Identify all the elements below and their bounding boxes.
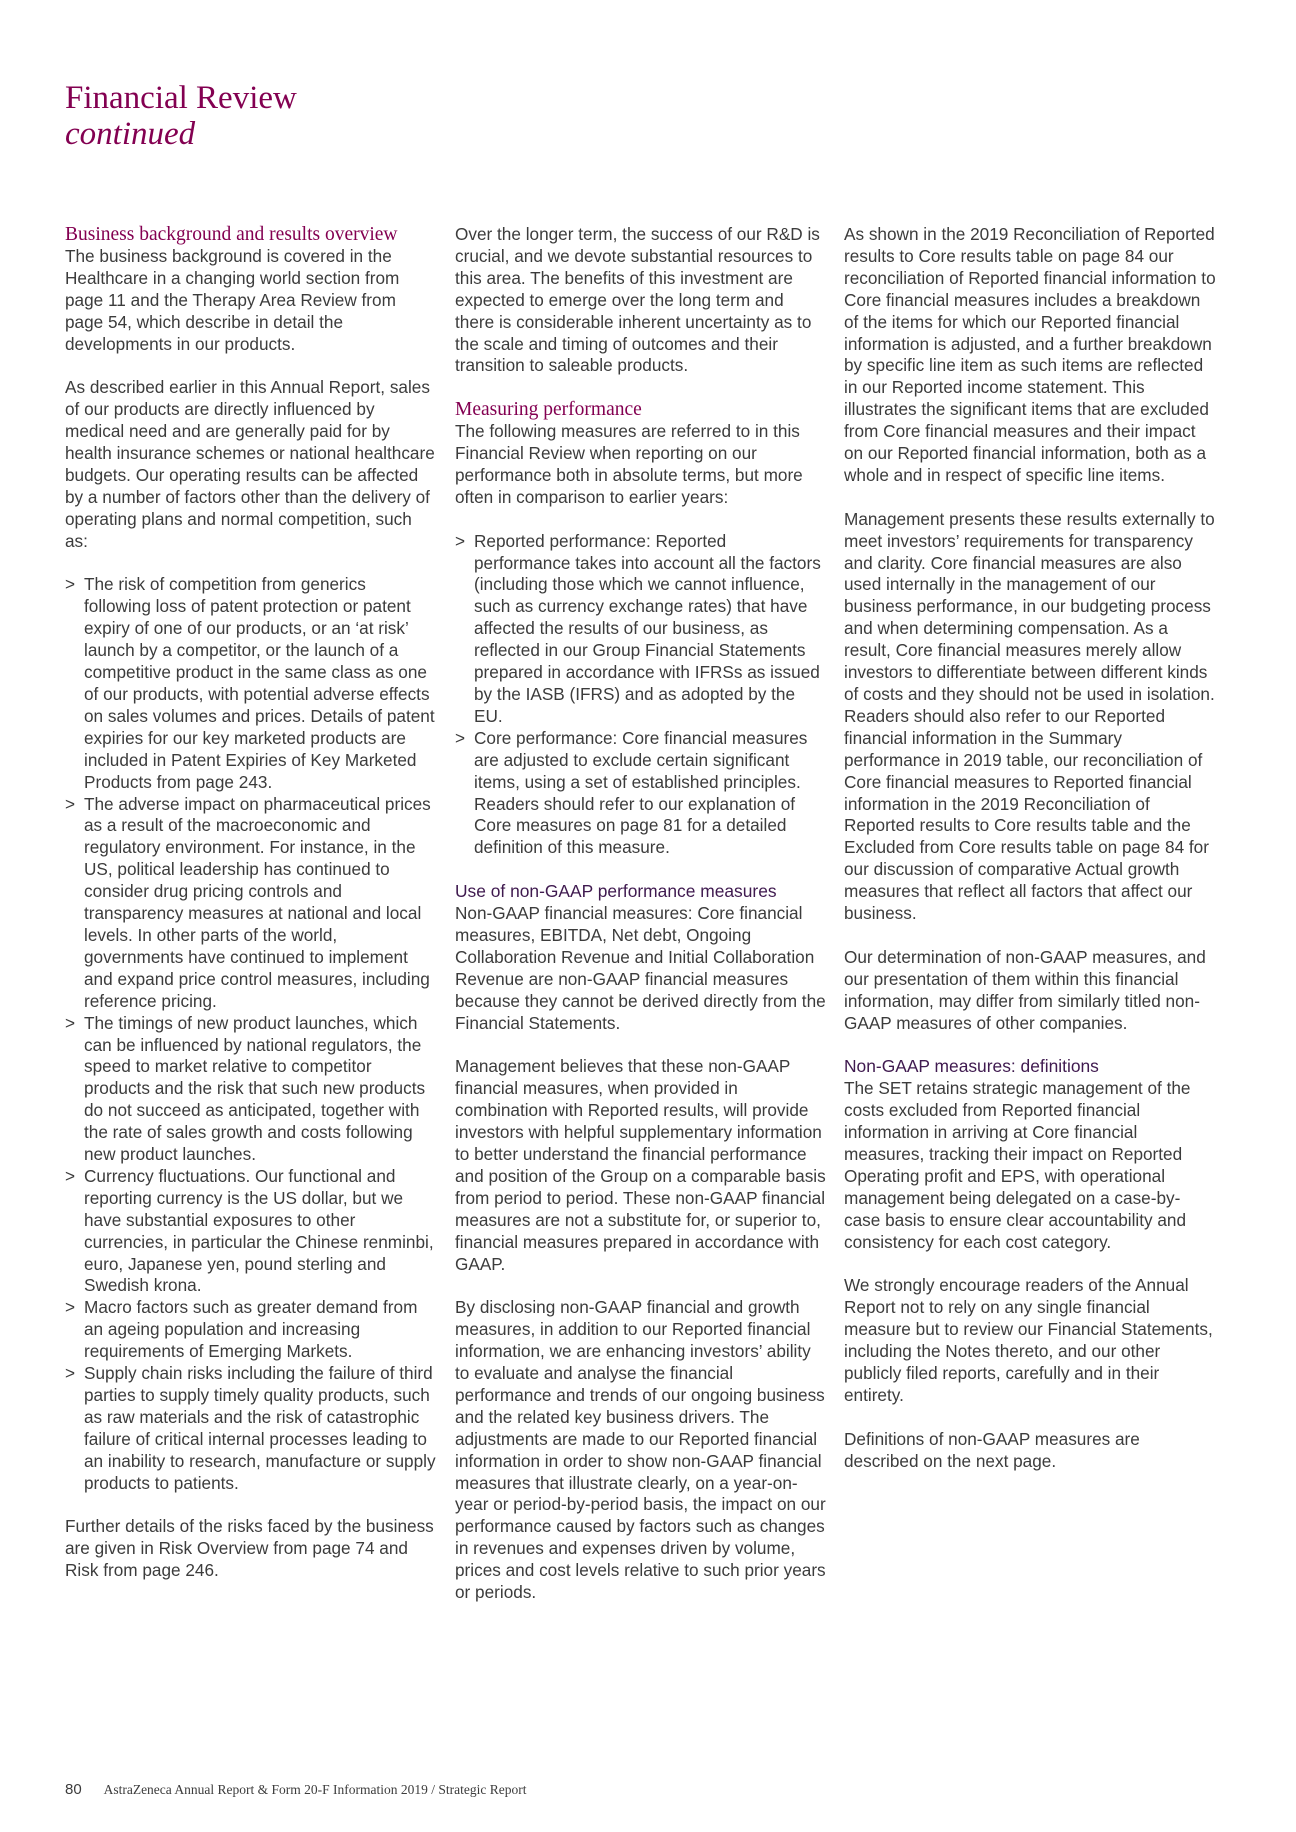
section-heading-non-gaap-definitions: Non-GAAP measures: definitions [844, 1056, 1099, 1077]
performance-measures-list [455, 531, 827, 860]
paragraph: Over the longer term, the success of our R&D is crucial, and we devote substantial resources to this area. The benefits of this investment are expected to emerge over the long term and there is considerable inherent uncertainty as to the scale and timing of outcomes and their transition to saleable products. [455, 224, 820, 376]
paragraph: The SET retains strategic management of the costs excluded from Reported financial information in arriving at Core financial measures, tracking their impact on Reported Operating profit and EPS, with operational management being delegated on a case-by-case basis to ensure clear accountability and consistency for each cost category. [844, 1078, 1191, 1252]
paragraph: We strongly encourage readers of the Annual Report not to rely on any single financial measure but to review our Financial Statements, including the Notes thereto, and our other publicly filed reports, carefully and in their entirety. [844, 1275, 1213, 1405]
page-subtitle: continued [65, 116, 196, 152]
section-heading-non-gaap-use: Use of non-GAAP performance measures [455, 881, 777, 902]
bullet-marker: > [65, 574, 76, 595]
bullet-marker: > [455, 727, 466, 748]
risk-factors-list [65, 574, 437, 1494]
section-heading-business-background: Business background and results overview [65, 224, 398, 245]
paragraph: As shown in the 2019 Reconciliation of Reported results to Core results table on page 84 our reconciliation of Reported financial information to Core financial measures includes a breakdown of the items for which our Reported financial information is adjusted, and a further breakdown by specific line item as such items are reflected in our Reported income statement. This illustrates the significant items that are excluded from Core financial measures and their impact on our Reported financial information, both as a whole and in respect of specific line items. [844, 224, 1216, 485]
bullet-marker: > [455, 530, 466, 551]
bullet-marker: > [65, 1363, 76, 1384]
page-number: 80 [65, 1781, 82, 1798]
list-item: > The timings of new product launches, which can be influenced by national regulators, the speed to market relative to competitor products and the risk that such new products do not succeed as anticipated, together with the rate of sales growth and costs following new product launches. [65, 1012, 426, 1165]
bullet-marker: > [65, 1165, 76, 1186]
bullet-marker: > [65, 1012, 76, 1033]
paragraph: Further details of the risks faced by the business are given in Risk Overview from page 74 and Risk from page 246. [65, 1516, 434, 1581]
paragraph: Definitions of non-GAAP measures are described on the next page. [844, 1428, 1140, 1471]
paragraph: As described earlier in this Annual Report, sales of our products are directly influenced by medical need and are generally paid for by health insurance schemes or national healthcare budgets. Our operating results can be affected by a number of factors other than the delivery of operating plans and normal competition, such as: [65, 377, 435, 551]
footer-text: AstraZeneca Annual Report & Form 20-F Information 2019 / Strategic Report [103, 1782, 527, 1797]
column-3 [844, 224, 1216, 1494]
page-header [65, 80, 297, 152]
paragraph: Management believes that these non-GAAP financial measures, when provided in combination with Reported results, will provide investors with helpful supplementary information to better understand the financial performance and position of the Group on a comparable basis from period to period. These non-GAAP financial measures are not a substitute for, or superior to, financial measures prepared in accordance with GAAP. [455, 1056, 826, 1274]
bullet-marker: > [65, 793, 76, 814]
bullet-marker: > [65, 1297, 76, 1318]
page-title: Financial Review [65, 80, 297, 116]
page-footer [65, 1781, 527, 1798]
list-item: > Core performance: Core financial measures are adjusted to exclude certain significant items, using a set of established principles. Readers should refer to our explanation of Core measures on page 81 for a detailed definition of this measure. [455, 727, 808, 858]
column-2 [455, 224, 827, 1626]
paragraph: Our determination of non-GAAP measures, and our presentation of them within this financial information, may differ from similarly titled non-GAAP measures of other companies. [844, 946, 1206, 1033]
column-1 [65, 224, 437, 1604]
list-item: > Macro factors such as greater demand from an ageing population and increasing requirements of Emerging Markets. [65, 1297, 418, 1362]
list-item: > Supply chain risks including the failure of third parties to supply timely quality products, such as raw materials and the risk of catastrophic failure of critical internal processes leading to an inability to research, manufacture or supply products to patients. [65, 1363, 436, 1493]
list-item: > Currency fluctuations. Our functional and reporting currency is the US dollar, but we have substantial exposures to other currencies, in particular the Chinese renminbi, euro, Japanese yen, pound sterling and Swedish krona. [65, 1165, 434, 1296]
list-item: > The adverse impact on pharmaceutical prices as a result of the macroeconomic and regulatory environment. For instance, in the US, political leadership has continued to consider drug pricing controls and transparency measures at national and local levels. In other parts of the world, governments have continued to implement and expand price control measures, including reference pricing. [65, 793, 431, 1011]
paragraph: Management presents these results externally to meet investors’ requirements for transparency and clarity. Core financial measures are also used internally in the management of our business performance, in our budgeting process and when determining compensation. As a result, Core financial measures merely allow investors to differentiate between different kinds of costs and they should not be used in isolation. Readers should also refer to our Reported financial information in the Summary performance in 2019 table, our reconciliation of Core financial measures to Reported financial information in the 2019 Reconciliation of Reported results to Core results table and the Excluded from Core results table on page 84 for our discussion of comparative Actual growth measures that reflect all factors that affect our business. [844, 508, 1215, 924]
paragraph: The following measures are referred to in this Financial Review when reporting on our performance both in absolute terms, but more often in comparison to earlier years: [455, 421, 803, 507]
paragraph: The business background is covered in the Healthcare in a changing world section from page 11 and the Therapy Area Review from page 54, which describe in detail the developments in our products. [65, 245, 400, 354]
paragraph: Non-GAAP financial measures: Core financial measures, EBITDA, Net debt, Ongoing Collaboration Revenue and Initial Collaboration Revenue are non-GAAP financial measures because they cannot be derived directly from the Financial Statements. [455, 903, 826, 1033]
list-item: > Reported performance: Reported performance takes into account all the factors (including those which we cannot influence, such as currency exchange rates) that have affected the results of our business, as reflected in our Group Financial Statements prepared in accordance with IFRSs as issued by the IASB (IFRS) and as adopted by the EU. [455, 530, 821, 726]
section-heading-measuring-performance: Measuring performance [455, 399, 642, 421]
paragraph: By disclosing non-GAAP financial and growth measures, in addition to our Reported financial information, we are enhancing investors’ ability to evaluate and analyse the financial performance and trends of our ongoing business and the related key business drivers. The adjustments are made to our Reported financial information in order to show non-GAAP financial measures that illustrate clearly, on a year-on-year or period-by-period basis, the impact on our performance caused by factors such as changes in revenues and expenses driven by volume, prices and cost levels relative to such prior years or periods. [455, 1297, 826, 1603]
list-item: > The risk of competition from generics following loss of patent protection or patent expiry of one of our products, or an ‘at risk’ launch by a competitor, or the launch of a competitive product in the same class as one of our products, with potential adverse effects on sales volumes and prices. Details of patent expiries for our key marketed products are included in Patent Expiries of Key Marketed Products from page 243. [65, 574, 435, 792]
